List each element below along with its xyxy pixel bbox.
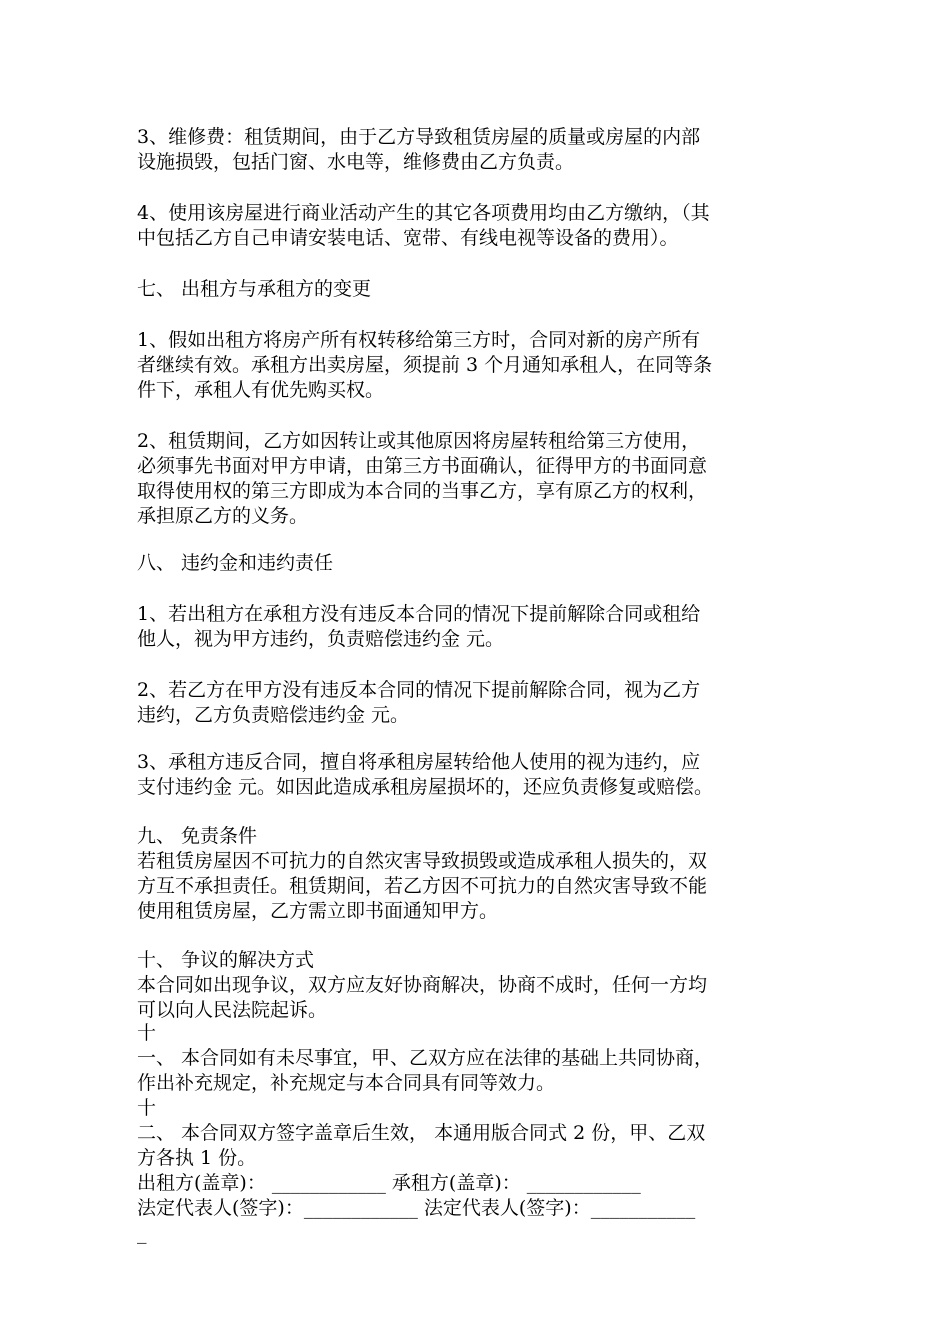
text-line: 4、使用该房屋进行商业活动产生的其它各项费用均由乙方缴纳，（其 <box>137 202 710 224</box>
section-heading: 八、 违约金和违约责任 <box>137 552 334 574</box>
text-line: 3、承租方违反合同，擅自将承租房屋转给他人使用的视为违约，应 <box>137 751 701 773</box>
section-heading: 七、 出租方与承租方的变更 <box>137 278 372 300</box>
text-line: 他人，视为甲方违约，负责赔偿违约金 元。 <box>137 628 505 650</box>
text-line: 违约，乙方负责赔偿违约金 元。 <box>137 704 410 726</box>
text-line: _ <box>137 1222 147 1244</box>
text-line: 件下，承租人有优先购买权。 <box>137 379 385 401</box>
text-line: 若租赁房屋因不可抗力的自然灾害导致损毁或造成承租人损失的，双 <box>137 850 708 872</box>
text-line: 1、假如出租方将房产所有权转移给第三方时，合同对新的房产所有 <box>137 329 701 351</box>
text-line: 支付违约金 元。如因此造成承租房屋损坏的，还应负责修复或赔偿。 <box>137 776 714 798</box>
text-line: 作出补充规定，补充规定与本合同具有同等效力。 <box>137 1072 556 1094</box>
text-line: 方互不承担责任。租赁期间，若乙方因不可抗力的自然灾害导致不能 <box>137 875 708 897</box>
text-line: 承担原乙方的义务。 <box>137 505 309 527</box>
text-line: 十 <box>137 1022 157 1044</box>
text-line: 1、若出租方在承租方没有违反本合同的情况下提前解除合同或租给 <box>137 603 701 625</box>
text-line: 者继续有效。承租方出卖房屋，须提前 3 个月通知承租人，在同等条 <box>137 354 713 376</box>
text-line: 设施损毁，包括门窗、水电等，维修费由乙方负责。 <box>137 151 575 173</box>
signature-line-lessor: 出租方(盖章)： ____________ 承租方(盖章)： ____________ <box>137 1172 641 1194</box>
text-line: 2、租赁期间，乙方如因转让或其他原因将房屋转租给第三方使用， <box>137 430 701 452</box>
text-line: 2、若乙方在甲方没有违反本合同的情况下提前解除合同，视为乙方 <box>137 679 701 701</box>
text-line: 必须事先书面对甲方申请，由第三方书面确认，征得甲方的书面同意 <box>137 455 708 477</box>
text-line: 中包括乙方自己申请安装电话、宽带、有线电视等设备的费用）。 <box>137 227 679 249</box>
text-line: 3、维修费：租赁期间，由于乙方导致租赁房屋的质量或房屋的内部 <box>137 126 701 148</box>
text-line: 使用租赁房屋，乙方需立即书面通知甲方。 <box>137 900 499 922</box>
text-line: 可以向人民法院起诉。 <box>137 999 328 1021</box>
text-line: 本合同如出现争议，双方应友好协商解决，协商不成时，任何一方均 <box>137 974 708 996</box>
text-line: 方各执 1 份。 <box>137 1147 257 1169</box>
text-line: 一、 本合同如有未尽事宜，甲、乙双方应在法律的基础上共同协商， <box>137 1047 714 1069</box>
text-line: 取得使用权的第三方即成为本合同的当事乙方，享有原乙方的权利， <box>137 480 708 502</box>
section-heading: 十、 争议的解决方式 <box>137 949 315 971</box>
section-heading: 九、 免责条件 <box>137 825 258 847</box>
signature-line-representative: 法定代表人(签字)：____________ 法定代表人(签字)：___________ <box>137 1197 696 1219</box>
text-line: 二、 本合同双方签字盖章后生效， 本通用版合同式 2 份，甲、乙双 <box>137 1122 706 1144</box>
text-line: 十 <box>137 1097 157 1119</box>
